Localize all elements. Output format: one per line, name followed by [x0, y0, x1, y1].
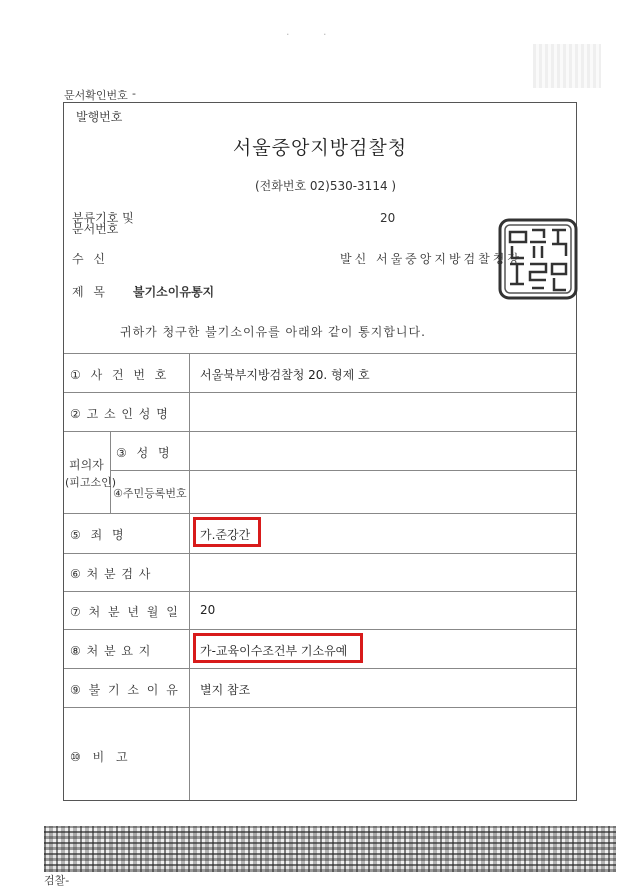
disposition-summary-value: 가-교육이수조건부 기소유예 — [200, 644, 348, 658]
table-line — [64, 668, 576, 669]
top-mark: · — [323, 28, 327, 41]
charge-value: 가.준강간 — [200, 528, 251, 542]
row-label-disposition-summary: ⑧ 처 분 요 지 — [70, 644, 152, 658]
table-line — [64, 392, 576, 393]
row-label-suspect-name: ③ 성 명 — [116, 446, 173, 460]
row-label-case-number: ① 사 건 번 호 — [70, 368, 170, 382]
table-line — [64, 629, 576, 630]
table-divider — [110, 431, 111, 513]
official-seal-icon — [498, 218, 578, 300]
subject-value: 불기소이유통지 — [133, 285, 215, 299]
classification-label-1: 분류기호 및 — [72, 211, 134, 225]
table-line — [64, 553, 576, 554]
table-line — [64, 707, 576, 708]
footer-barcode — [44, 826, 616, 872]
suspect-group-label-2: (피고소인) — [65, 476, 117, 489]
doc-number-label: 문서확인번호 — [64, 89, 128, 102]
footer-label: 검찰- — [44, 874, 70, 887]
phone-line: (전화번호 02)530-3114 ) — [255, 179, 397, 193]
agency-title: 서울중앙지방검찰청 — [232, 137, 408, 159]
table-divider — [189, 353, 190, 800]
top-mark: · — [286, 28, 290, 41]
row-label-complainant: ② 고 소 인 성 명 — [70, 407, 169, 421]
row-label-remarks: ⑩ 비 고 — [70, 750, 132, 764]
intro-text: 귀하가 청구한 불기소이유를 아래와 같이 통지합니다. — [120, 325, 426, 339]
highlight-box-charge — [193, 517, 261, 547]
suspect-group-label-1: 피의자 — [69, 458, 104, 472]
table-line — [110, 470, 576, 471]
row-label-reason: ⑨ 불 기 소 이 유 — [70, 683, 180, 697]
sender-line: 발신 서울중앙지방검찰청장 — [340, 252, 522, 266]
table-line — [64, 513, 576, 514]
table-line — [64, 591, 576, 592]
table-line — [64, 431, 576, 432]
row-label-disposition-date: ⑦ 처 분 년 월 일 — [70, 605, 180, 619]
disposition-date-value: 20 — [200, 603, 216, 617]
classification-label-2: 문서번호 — [72, 222, 119, 236]
row-label-resident-number: ④주민등록번호 — [113, 487, 187, 500]
issue-number-label: 발행번호 — [76, 110, 123, 124]
recipient-label: 수 신 — [72, 252, 108, 266]
highlight-box-disposition — [193, 633, 363, 663]
table-line — [64, 353, 576, 354]
corner-stamp — [533, 44, 601, 88]
row-label-charge: ⑤ 죄 명 — [70, 528, 127, 542]
reason-value: 별지 참조 — [200, 683, 251, 697]
case-number-value: 서울북부지방검찰청 20. 형제 호 — [200, 368, 370, 382]
row-label-prosecutor: ⑥ 처 분 검 사 — [70, 567, 152, 581]
subject-label: 제 목 — [72, 285, 108, 299]
classification-value: 20 — [380, 211, 396, 225]
doc-number-value: - — [132, 87, 136, 100]
